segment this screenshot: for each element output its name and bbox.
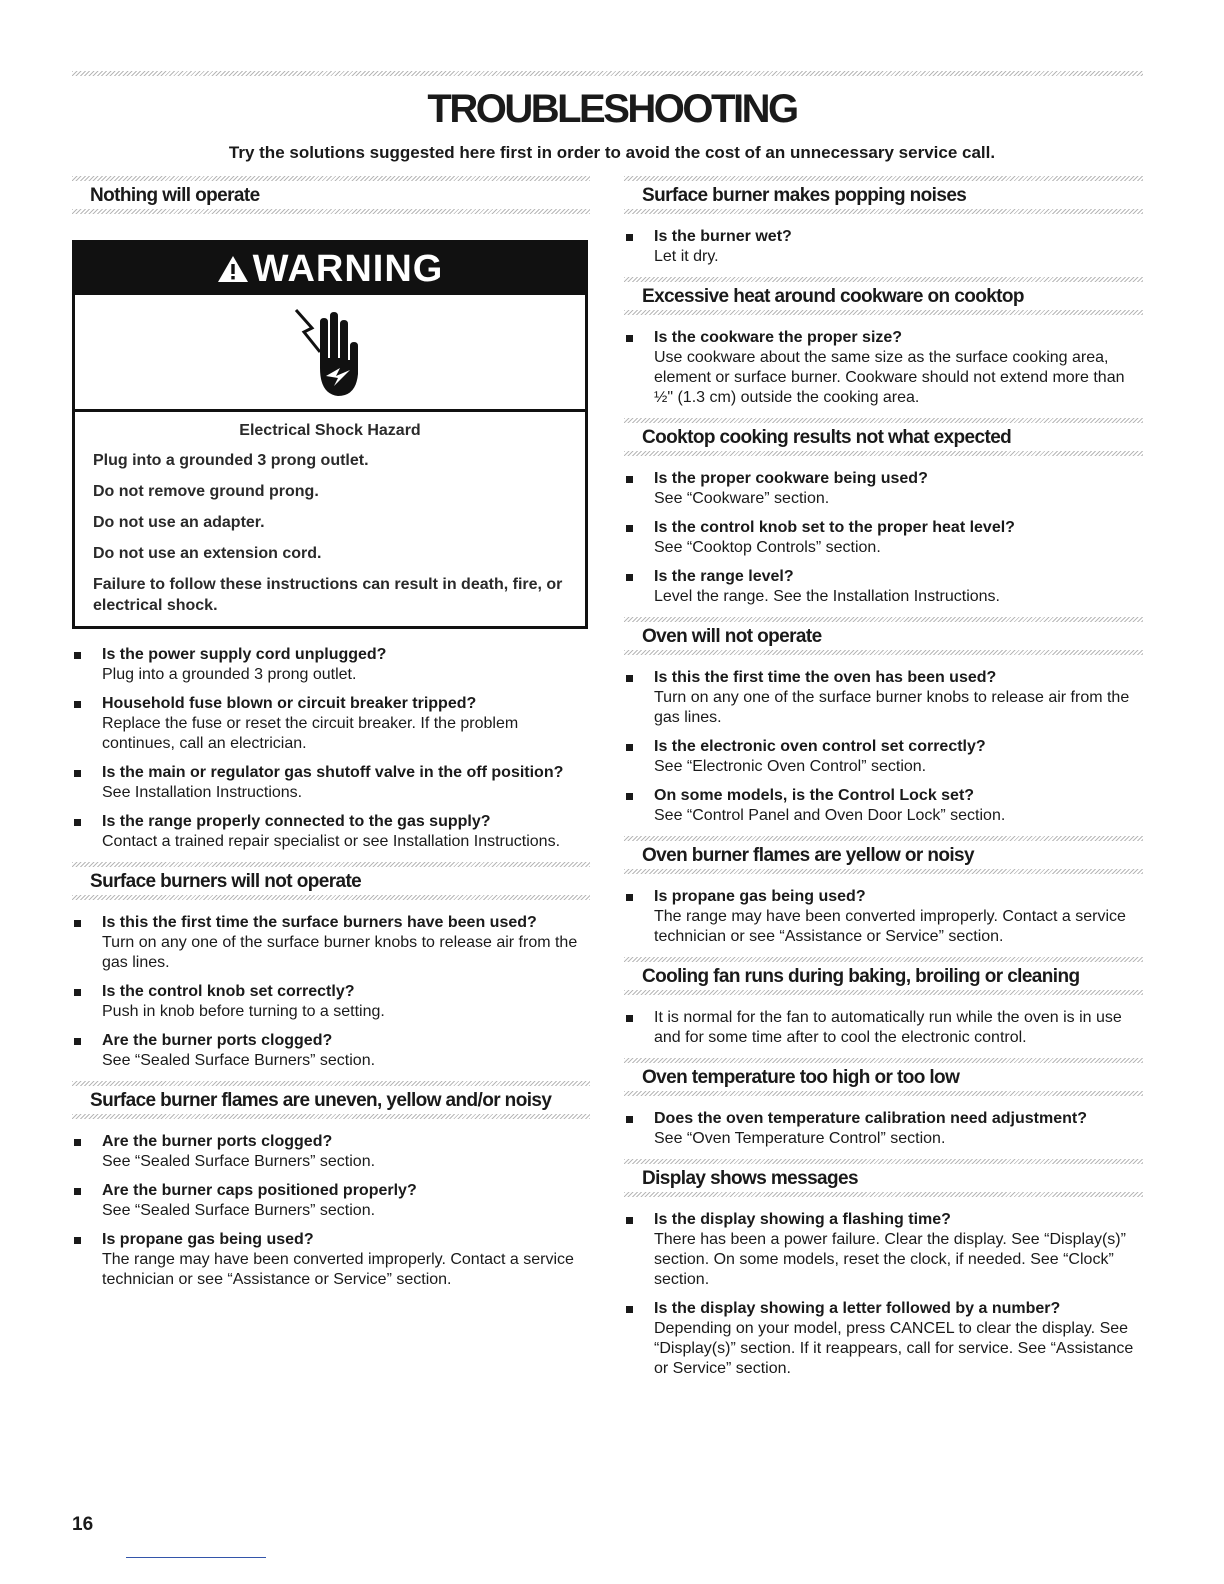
answer: See “Control Panel and Oven Door Lock” section. <box>654 807 1006 824</box>
electrical-shock-hand-icon <box>290 302 370 402</box>
section-display-messages <box>624 1159 1143 1379</box>
section-header <box>72 862 590 900</box>
item-list <box>624 214 1143 267</box>
answer: See “Sealed Surface Burners” section. <box>102 1153 376 1170</box>
question: Is the display showing a flashing time? <box>654 1211 951 1228</box>
item-list <box>624 655 1143 826</box>
question: Does the oven temperature calibration need adjustment? <box>654 1110 1087 1127</box>
bullet-icon <box>74 1038 81 1045</box>
hazard-title: Electrical Shock Hazard <box>239 422 421 439</box>
section-header <box>624 176 1143 214</box>
section-header <box>72 1081 590 1119</box>
answer: Turn on any one of the surface burner knobs to release air from the gas lines. <box>654 689 1130 726</box>
page-number: 16 <box>72 1514 94 1535</box>
list-item <box>624 1109 1143 1149</box>
list-item <box>624 668 1143 728</box>
answer: Level the range. See the Installation Instructions. <box>654 588 1000 605</box>
question: Is the range level? <box>654 568 794 585</box>
list-item <box>72 1031 590 1071</box>
bullet-icon <box>74 1139 81 1146</box>
warning-banner <box>75 243 585 295</box>
list-item <box>624 518 1143 558</box>
bullet-icon <box>74 770 81 777</box>
bullet-icon <box>74 701 81 708</box>
question: Is propane gas being used? <box>654 888 866 905</box>
list-item <box>72 1181 590 1221</box>
answer: Contact a trained repair specialist or see Installation Instructions. <box>102 833 561 850</box>
section-nothing-will-operate <box>72 176 590 852</box>
answer: Turn on any one of the surface burner knobs to release air from the gas lines. <box>102 934 578 971</box>
bullet-icon <box>626 744 633 751</box>
question: Is the power supply cord unplugged? <box>102 646 387 663</box>
section-oven-temperature <box>624 1058 1143 1149</box>
section-heading: Surface burners will not operate <box>90 871 362 892</box>
list-item <box>72 1132 590 1172</box>
warning-line: Failure to follow these instructions can result in death, fire, or electrical shock. <box>93 576 563 614</box>
question: Is the proper cookware being used? <box>654 470 928 487</box>
answer: See “Sealed Surface Burners” section. <box>102 1052 376 1069</box>
question: Is the burner wet? <box>654 228 792 245</box>
question: Are the burner ports clogged? <box>102 1032 333 1049</box>
list-item <box>72 982 590 1022</box>
section-surface-burner-flames-uneven <box>72 1081 590 1290</box>
question: Is this the first time the oven has been used? <box>654 669 997 686</box>
section-header <box>624 1159 1143 1197</box>
answer: There has been a power failure. Clear the display. See “Display(s)” section. On some models, reset the clock, if needed. See “Clock” section. <box>654 1231 1126 1288</box>
question: Is the control knob set correctly? <box>102 983 355 1000</box>
bullet-icon <box>626 234 633 241</box>
bullet-icon <box>626 335 633 342</box>
item-list <box>624 1096 1143 1149</box>
answer: Push in knob before turning to a setting. <box>102 1003 385 1020</box>
bullet-icon <box>626 1306 633 1313</box>
section-header <box>624 957 1143 995</box>
item-list <box>624 995 1143 1048</box>
question: Is the display showing a letter followed by a number? <box>654 1300 1061 1317</box>
list-item <box>72 645 590 685</box>
section-heading: Cooling fan runs during baking, broiling or cleaning <box>642 966 1080 987</box>
question: Household fuse blown or circuit breaker tripped? <box>102 695 477 712</box>
list-item <box>624 469 1143 509</box>
section-header <box>72 176 590 214</box>
bullet-icon <box>626 1015 633 1022</box>
answer: See Installation Instructions. <box>102 784 303 801</box>
answer: See “Oven Temperature Control” section. <box>654 1130 946 1147</box>
section-oven-flames <box>624 836 1143 947</box>
right-column <box>624 176 1143 1389</box>
question: On some models, is the Control Lock set? <box>654 787 975 804</box>
list-item <box>624 737 1143 777</box>
list-item <box>624 227 1143 267</box>
section-surface-burners-will-not-operate <box>72 862 590 1071</box>
section-heading: Cooktop cooking results not what expected <box>642 427 1012 448</box>
question: Is propane gas being used? <box>102 1231 314 1248</box>
bullet-icon <box>626 793 633 800</box>
item-list <box>72 629 590 852</box>
question: Is the control knob set to the proper heat level? <box>654 519 1015 536</box>
list-item <box>624 567 1143 607</box>
answer: See “Cooktop Controls” section. <box>654 539 881 556</box>
answer: Let it dry. <box>654 248 719 265</box>
item-list <box>72 1119 590 1290</box>
list-item <box>72 812 590 852</box>
item-list <box>624 315 1143 408</box>
top-rule <box>72 71 1143 76</box>
question: Is this the first time the surface burners have been used? <box>102 914 537 931</box>
bullet-icon <box>626 574 633 581</box>
section-header <box>624 836 1143 874</box>
section-cooktop-results <box>624 418 1143 607</box>
bullet-icon <box>74 652 81 659</box>
answer: The range may have been converted improperly. Contact a service technician or see “Assistance or Service” section. <box>102 1251 574 1288</box>
answer: Plug into a grounded 3 prong outlet. <box>102 666 357 683</box>
bullet-icon <box>626 1116 633 1123</box>
warning-line: Do not remove ground prong. <box>93 483 319 500</box>
question: Is the main or regulator gas shutoff valve in the off position? <box>102 764 564 781</box>
warning-box <box>72 240 588 629</box>
list-item <box>624 887 1143 947</box>
list-item <box>624 328 1143 408</box>
question: Are the burner ports clogged? <box>102 1133 333 1150</box>
bullet-icon <box>626 476 633 483</box>
warning-line: Do not use an extension cord. <box>93 545 322 562</box>
section-heading: Nothing will operate <box>90 185 260 206</box>
section-popping-noises <box>624 176 1143 267</box>
warning-body <box>75 412 585 626</box>
section-header <box>624 617 1143 655</box>
warning-triangle-icon <box>217 255 249 283</box>
warning-line: Plug into a grounded 3 prong outlet. <box>93 452 369 469</box>
bullet-icon <box>74 920 81 927</box>
section-heading: Surface burner flames are uneven, yellow and/or noisy <box>90 1090 552 1111</box>
section-heading: Oven burner flames are yellow or noisy <box>642 845 974 866</box>
list-item <box>624 1210 1143 1290</box>
question: Is the range properly connected to the gas supply? <box>102 813 491 830</box>
list-item <box>72 763 590 803</box>
page-subtitle: Try the solutions suggested here first in order to avoid the cost of an unnecessary service call. <box>228 143 996 162</box>
section-cooling-fan <box>624 957 1143 1048</box>
section-header <box>624 418 1143 456</box>
bullet-icon <box>74 1188 81 1195</box>
item-list <box>624 874 1143 947</box>
item-list <box>72 900 590 1071</box>
section-header <box>624 277 1143 315</box>
section-oven-will-not-operate <box>624 617 1143 826</box>
list-item <box>624 786 1143 826</box>
list-item <box>72 1230 590 1290</box>
section-heading: Excessive heat around cookware on cooktop <box>642 286 1024 307</box>
section-heading: Surface burner makes popping noises <box>642 185 967 206</box>
section-header <box>624 1058 1143 1096</box>
answer: Use cookware about the same size as the surface cooking area, element or surface burner. Cookware should not extend more than ½" (1.3 cm) outside the cooking area. <box>654 349 1125 406</box>
answer: The range may have been converted improperly. Contact a service technician or see “Assistance or Service” section. <box>654 908 1126 945</box>
left-column <box>72 176 590 1300</box>
list-item <box>624 1299 1143 1379</box>
question: Is the cookware the proper size? <box>654 329 903 346</box>
list-item <box>72 694 590 754</box>
answer: See “Cookware” section. <box>654 490 830 507</box>
answer: It is normal for the fan to automatically run while the oven is in use and for some time after to cool the electronic control. <box>654 1009 1122 1046</box>
warning-line: Do not use an adapter. <box>93 514 265 531</box>
bullet-icon <box>626 675 633 682</box>
warning-banner-text: WARNING <box>252 247 444 290</box>
list-item <box>624 1008 1143 1048</box>
bullet-icon <box>74 1237 81 1244</box>
item-list <box>624 1197 1143 1379</box>
question: Are the burner caps positioned properly? <box>102 1182 417 1199</box>
footer-link-underline <box>126 1557 266 1558</box>
bullet-icon <box>74 989 81 996</box>
bullet-icon <box>626 525 633 532</box>
section-heading: Oven temperature too high or too low <box>642 1067 960 1088</box>
item-list <box>624 456 1143 607</box>
bullet-icon <box>626 894 633 901</box>
answer: See “Electronic Oven Control” section. <box>654 758 927 775</box>
list-item <box>72 913 590 973</box>
section-excessive-heat <box>624 277 1143 408</box>
answer: See “Sealed Surface Burners” section. <box>102 1202 376 1219</box>
question: Is the electronic oven control set correctly? <box>654 738 986 755</box>
section-heading: Oven will not operate <box>642 626 822 647</box>
answer: Depending on your model, press CANCEL to clear the display. See “Display(s)” section. If it reappears, call for service. See “Assistance or Service” section. <box>654 1320 1134 1377</box>
page-title: TROUBLESHOOTING <box>427 87 797 131</box>
section-heading: Display shows messages <box>642 1168 858 1189</box>
bullet-icon <box>626 1217 633 1224</box>
bullet-icon <box>74 819 81 826</box>
answer: Replace the fuse or reset the circuit breaker. If the problem continues, call an electrician. <box>102 715 519 752</box>
